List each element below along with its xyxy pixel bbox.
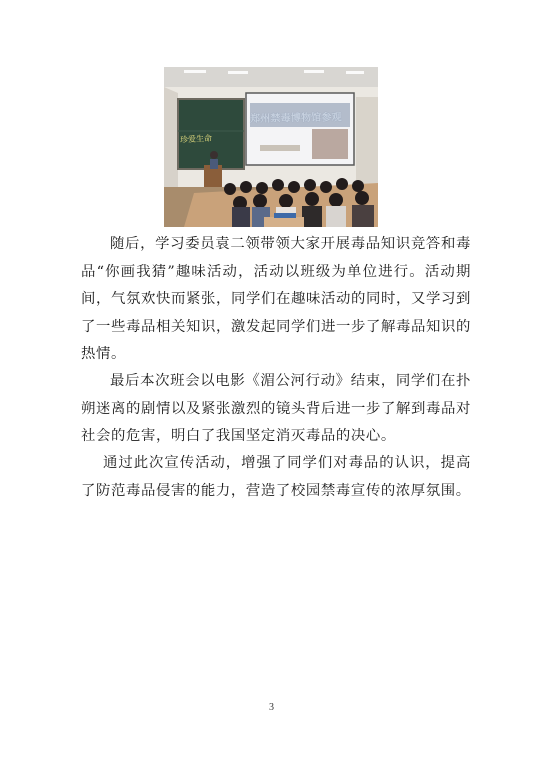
projector-screen-text: 郑州禁毒博物馆参观	[249, 112, 342, 125]
paragraph-summary: 通过此次宣传活动，增强了同学们对毒品的认识，提高了防范毒品侵害的能力，营造了校园禁毒宣传的浓厚氛围。	[81, 455, 471, 499]
classroom-photo-drawing	[164, 67, 378, 227]
classroom-photo	[164, 67, 378, 227]
page-number: 3	[269, 702, 274, 713]
paragraph-film: 最后本次班会以电影《湄公河行动》结束，同学们在扑朔迷离的剧情以及紧张激烈的镜头背后进一步了解到毒品对社会的危害，明白了我国坚定消灭毒品的决心。	[81, 373, 471, 444]
paragraph-activity: 随后，学习委员袁二领带领大家开展毒品知识竞答和毒品“你画我猜”趣味活动，活动以班级为单位进行。活动期间，气氛欢快而紧张，同学们在趣味活动的同时，又学习到了一些毒品相关知识，激发起同学们进一步了解毒品知识的热情。	[81, 236, 471, 362]
chalkboard-text: 珍爱生命	[179, 133, 213, 145]
